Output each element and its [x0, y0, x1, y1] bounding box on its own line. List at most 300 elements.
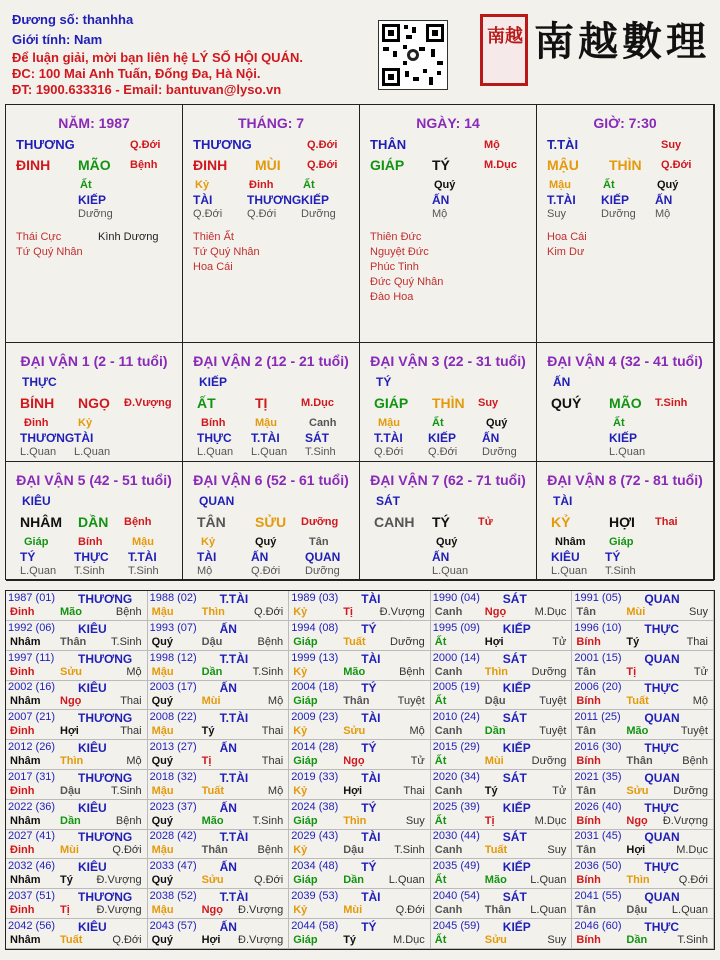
year-stem: Bính [576, 755, 601, 767]
dai-van-star: ẤN [553, 375, 571, 389]
pillar-stem: ĐINH [16, 157, 51, 173]
year-cell [572, 621, 714, 651]
year-branch: Mão [343, 665, 366, 678]
pillar-branch: MÙI [255, 157, 281, 173]
year-cell [572, 770, 714, 800]
year-star: T.TÀI [219, 770, 249, 785]
pillar-1 [6, 105, 183, 343]
auspicious-star: Nguyệt Đức [370, 246, 429, 258]
year-row [6, 710, 714, 740]
cell-title: THÁNG: 7 [237, 115, 305, 131]
hidden-stage: L.Quan [432, 565, 469, 577]
address-line: ĐC: 100 Mai Anh Tuấn, Đống Đa, Hà Nội. [12, 66, 261, 81]
year-cell [148, 770, 290, 800]
year-branch: Tị [201, 755, 212, 767]
year-stage: Đ.Vượng [96, 874, 142, 887]
year-star: QUAN [644, 890, 680, 904]
year-branch: Tuất [484, 844, 508, 857]
year-branch: Tị [60, 904, 70, 916]
year-stem: Mậu [151, 665, 174, 678]
year-stem: Nhâm [10, 933, 41, 946]
year-label: 1992 (06) [8, 621, 56, 634]
year-star: KIẾP [502, 800, 531, 815]
cell-title: ĐẠI VẬN 5 (42 - 51 tuổi) [16, 472, 172, 488]
year-cell [289, 680, 431, 710]
pillar-top-star: THÂN [370, 137, 407, 152]
dai-van-stage: Dưỡng [301, 516, 339, 528]
year-stem: Giáp [293, 933, 318, 946]
auspicious-star: Hoa Cái [193, 261, 233, 273]
year-branch: Tuất [201, 784, 224, 797]
year-cell [572, 859, 714, 889]
year-star: KIÊU [78, 919, 107, 934]
year-stage: Suy [547, 933, 567, 946]
hidden-star: TÝ [20, 550, 36, 564]
year-cell [289, 770, 431, 800]
hidden-stage: Q.Đới [193, 208, 223, 220]
year-cell [6, 710, 148, 740]
auspicious-star: Đào Hoa [370, 291, 414, 303]
pillar-stage: Q.Đới [661, 159, 692, 171]
pillar-branch: MÃO [78, 157, 111, 173]
hidden-star: TÝ [605, 550, 621, 564]
year-label: 2017 (31) [8, 770, 56, 783]
year-branch: Sửu [60, 665, 83, 678]
year-branch: Dậu [484, 695, 506, 708]
hidden-star: KIẾP [601, 193, 630, 207]
year-star: THƯƠNG [78, 770, 133, 785]
pillar-branch: TÝ [432, 157, 450, 173]
year-label: 2010 (24) [432, 711, 480, 724]
year-branch: Sửu [201, 874, 224, 887]
year-star: ẤN [219, 800, 237, 815]
auspicious-star: Thiên Đức [370, 231, 422, 243]
year-cell [572, 919, 714, 949]
year-stem: Mậu [151, 725, 174, 738]
hidden-stem: Giáp [24, 536, 49, 548]
year-label: 1996 (10) [574, 621, 622, 634]
year-label: 2043 (57) [149, 919, 197, 932]
pillar-top-stage: Q.Đới [130, 139, 161, 151]
year-stem: Nhâm [10, 874, 41, 887]
cell-title: ĐẠI VẬN 1 (2 - 11 tuổi) [20, 353, 168, 369]
year-label: 2028 (42) [149, 830, 197, 843]
year-row [6, 889, 714, 919]
hidden-stage: Mộ [197, 565, 213, 577]
year-stage: T.Sinh [111, 784, 142, 797]
dai-van-branch: HỢI [609, 514, 635, 530]
year-stem: Canh [434, 904, 463, 916]
year-stem: Tân [576, 606, 596, 618]
year-stem: Canh [434, 725, 463, 738]
year-branch: Hợi [626, 844, 646, 857]
year-stem: Kỷ [293, 665, 308, 678]
year-star: KIẾP [502, 621, 531, 636]
auspicious-star: Thái Cực [16, 231, 62, 243]
year-star: KIÊU [78, 621, 107, 636]
hidden-stage: Q.Đới [247, 208, 277, 220]
year-label: 2034 (48) [291, 860, 339, 873]
dai-van-stem: GIÁP [374, 395, 409, 411]
year-star: ẤN [219, 741, 237, 755]
year-cell [289, 889, 431, 919]
year-stage: Đ.Vượng [96, 904, 142, 916]
year-stage: Bệnh [682, 755, 708, 767]
pillar-3 [360, 105, 537, 343]
year-stem: Giáp [293, 635, 318, 648]
year-branch: Tị [626, 665, 637, 678]
year-stage: Mộ [126, 755, 142, 767]
year-branch: Thìn [201, 606, 225, 618]
pillar-top-star: THƯƠNG [193, 137, 252, 152]
year-label: 1991 (05) [574, 592, 622, 604]
year-row [6, 770, 714, 800]
year-cell [148, 621, 290, 651]
year-stem: Đinh [10, 904, 35, 916]
dai-van-branch: DẦN [78, 514, 109, 530]
year-label: 1993 (07) [149, 621, 197, 634]
year-stem: Canh [434, 844, 463, 857]
hidden-stem: Quý [657, 179, 679, 191]
year-branch: Mão [484, 874, 507, 887]
year-stem: Đinh [10, 606, 35, 618]
year-stage: T.Sinh [111, 635, 142, 648]
year-cell [572, 651, 714, 681]
year-stem: Ất [434, 814, 447, 827]
year-star: KIẾP [502, 919, 531, 934]
year-star: THỰC [644, 681, 680, 696]
hidden-stem: Quý [436, 536, 458, 548]
year-stage: Thai [403, 784, 425, 797]
year-star: KIẾP [502, 681, 531, 696]
hidden-stage: Q.Đới [251, 565, 281, 577]
dai-van-4 [537, 343, 714, 462]
year-label: 2012 (26) [8, 741, 56, 753]
year-stem: Đinh [10, 844, 35, 857]
year-branch: Sửu [343, 725, 366, 738]
pillar-top-stage: Mộ [484, 139, 500, 151]
year-stage: Dưỡng [531, 665, 567, 678]
year-cell [6, 800, 148, 830]
year-cell [148, 740, 290, 770]
year-star: SÁT [502, 770, 527, 785]
year-star: T.TÀI [219, 592, 249, 606]
dai-van-branch: TÝ [432, 514, 450, 530]
year-branch: Mùi [201, 695, 221, 708]
year-stage: Bệnh [115, 814, 142, 827]
year-branch: Tuất [343, 635, 366, 648]
year-star: KIẾP [502, 741, 531, 755]
dai-van-branch: NGỌ [78, 395, 110, 411]
year-cell [431, 919, 573, 949]
year-branch: Hợi [343, 784, 363, 797]
year-branch: Dậu [626, 904, 648, 916]
year-star: TÝ [361, 800, 377, 815]
auspicious-star: Đức Quý Nhân [370, 276, 444, 288]
year-row [6, 800, 714, 830]
hidden-star: TÀI [193, 193, 213, 207]
dai-van-stem: BÍNH [20, 395, 55, 411]
year-row [6, 859, 714, 889]
dai-van-1 [6, 343, 183, 462]
hidden-stage: T.Sinh [74, 565, 105, 577]
year-row [6, 651, 714, 681]
year-label: 2011 (25) [574, 711, 621, 724]
year-star: ẤN [219, 681, 237, 696]
year-cell [289, 621, 431, 651]
year-label: 1997 (11) [8, 651, 55, 664]
dai-van-star: SÁT [376, 494, 400, 508]
hidden-stage: Q.Đới [374, 446, 404, 458]
pillar-4 [537, 105, 714, 343]
year-stem: Bính [576, 933, 601, 946]
hidden-stem: Kỷ [78, 417, 93, 429]
year-label: 2039 (53) [291, 890, 339, 902]
year-stage: Tử [552, 784, 567, 797]
year-stem: Quý [151, 814, 173, 827]
year-label: 2008 (22) [149, 711, 197, 724]
year-star: TÝ [361, 741, 377, 755]
year-cell [431, 680, 573, 710]
hidden-stem: Ất [80, 179, 92, 191]
year-row [6, 591, 714, 621]
inauspicious-star: Kình Dương [98, 231, 159, 243]
hidden-stage: L.Quan [551, 565, 588, 577]
year-stem: Mậu [151, 844, 174, 857]
year-label: 2036 (50) [574, 860, 622, 873]
year-cell [6, 591, 148, 621]
year-cell [431, 800, 573, 830]
year-stage: Bệnh [257, 844, 284, 857]
year-star: T.TÀI [219, 651, 249, 666]
year-branch: Ngọ [60, 695, 82, 708]
year-branch: Dần [626, 933, 648, 946]
year-star: TÀI [361, 711, 381, 726]
year-star: KIẾP [502, 860, 531, 875]
year-cell [6, 680, 148, 710]
hidden-stage: Mộ [655, 208, 671, 220]
year-row [6, 621, 714, 651]
year-stage: Tuyệt [397, 695, 425, 708]
year-stem: Tân [576, 725, 596, 738]
year-stage: Dưỡng [390, 635, 425, 648]
dai-van-3 [360, 343, 537, 462]
year-stage: L.Quan [671, 904, 708, 916]
year-stage: Dưỡng [673, 784, 708, 797]
year-cell [289, 919, 431, 949]
hidden-stage: L.Quan [197, 446, 234, 458]
year-cell [431, 740, 573, 770]
dai-van-stage: Tử [478, 516, 493, 528]
year-stage: Q.Đới [112, 844, 142, 857]
year-star: THỰC [644, 860, 680, 875]
dai-van-6 [183, 462, 360, 581]
year-stage: Q.Đới [253, 874, 284, 887]
year-stem: Tân [576, 665, 596, 678]
dai-van-stage: Suy [478, 397, 499, 409]
hidden-stem: Mậu [255, 417, 277, 429]
year-cell [148, 680, 290, 710]
year-star: TÝ [361, 919, 377, 934]
year-cell [148, 710, 290, 740]
hidden-stem: Mậu [549, 179, 571, 191]
year-label: 2003 (17) [149, 681, 197, 694]
year-star: KIÊU [78, 741, 107, 755]
year-star: SÁT [502, 651, 527, 666]
dai-van-stem: TÂN [197, 514, 226, 530]
hidden-star: TÀI [74, 431, 94, 445]
year-stage: Suy [547, 844, 567, 857]
dai-van-7 [360, 462, 537, 581]
hidden-star: KIẾP [78, 193, 107, 207]
year-stage: Thai [120, 725, 142, 738]
pillar-top-stage: Q.Đới [307, 139, 338, 151]
hidden-stem: Kỷ [201, 536, 216, 548]
year-stem: Nhâm [10, 814, 41, 827]
year-stage: Bệnh [257, 635, 284, 648]
year-cell [148, 591, 290, 621]
year-stem: Kỷ [293, 904, 308, 916]
year-stem: Giáp [293, 695, 318, 708]
pillar-stage: Q.Đới [307, 159, 338, 171]
year-stage: T.Sinh [252, 814, 284, 827]
year-cell [572, 829, 714, 859]
pillar-top-stage: Suy [661, 139, 682, 151]
year-stage: Tuyệt [539, 695, 567, 708]
year-cell [572, 680, 714, 710]
year-branch: Tý [60, 874, 73, 887]
hidden-star: ẤN [482, 431, 500, 445]
year-stem: Canh [434, 606, 463, 618]
year-cell [148, 829, 290, 859]
year-stem: Nhâm [10, 755, 41, 767]
year-stem: Ất [434, 755, 447, 767]
year-label: 1994 (08) [291, 621, 339, 634]
hidden-stem: Ất [603, 179, 615, 191]
year-stem: Đinh [10, 725, 35, 738]
year-label: 1995 (09) [432, 621, 480, 634]
year-stage: Q.Đới [253, 606, 284, 618]
year-star: THỰC [644, 919, 680, 934]
year-label: 1987 (01) [8, 592, 56, 604]
year-star: QUAN [644, 830, 680, 845]
chart-grid [5, 104, 715, 580]
pillar-stage: M.Dục [484, 159, 517, 171]
year-branch: Ngọ [484, 606, 507, 618]
hidden-stem: Nhâm [555, 536, 586, 548]
year-branch: Dậu [343, 844, 364, 857]
year-label: 2046 (60) [574, 919, 622, 932]
dai-van-star: TÝ [376, 375, 392, 389]
year-star: SÁT [502, 592, 527, 606]
year-stage: L.Quan [530, 904, 567, 916]
hidden-stem: Quý [486, 417, 508, 429]
contact-line: Để luận giải, mời bạn liên hệ LÝ SỐ HỘI QUÁN. [12, 50, 303, 65]
year-star: QUAN [644, 711, 680, 726]
hidden-star: ẤN [432, 550, 450, 564]
year-stage: T.Sinh [394, 844, 425, 857]
year-label: 2007 (21) [8, 711, 56, 724]
hidden-stage: T.Sinh [128, 565, 159, 577]
year-stem: Tân [576, 784, 596, 797]
year-star: TÝ [361, 681, 377, 696]
year-label: 2001 (15) [574, 651, 622, 664]
year-stage: Mộ [409, 725, 425, 738]
dai-van-5 [6, 462, 183, 581]
hidden-star: T.TÀI [251, 431, 280, 445]
year-star: ẤN [219, 919, 237, 934]
year-star: T.TÀI [219, 890, 249, 904]
dai-van-stem: KỶ [551, 514, 571, 530]
year-stem: Kỷ [293, 606, 308, 618]
year-branch: Hợi [484, 635, 504, 648]
year-star: TÀI [361, 770, 381, 785]
year-star: THƯƠNG [78, 890, 133, 904]
year-label: 2045 (59) [432, 919, 480, 932]
hidden-star: KIẾP [428, 431, 457, 445]
dai-van-branch: TỊ [255, 395, 268, 411]
dai-van-stage: Bệnh [124, 516, 152, 528]
year-cell [572, 889, 714, 919]
year-cell [289, 710, 431, 740]
hidden-star: T.TÀI [547, 193, 576, 207]
year-cell [572, 800, 714, 830]
year-stage: T.Sinh [252, 665, 284, 678]
hidden-star: T.TÀI [374, 431, 403, 445]
year-label: 2040 (54) [432, 890, 480, 902]
hidden-stage: L.Quan [609, 446, 646, 458]
year-cell [289, 740, 431, 770]
owner-name: Đương số: thanhha [12, 12, 134, 27]
year-branch: Tý [343, 933, 357, 946]
year-stage: Tử [552, 635, 567, 648]
year-branch: Dần [201, 665, 223, 678]
year-stage: Đ.Vượng [379, 606, 425, 618]
cell-title: ĐẠI VẬN 7 (62 - 71 tuổi) [370, 472, 526, 488]
hidden-stage: Dưỡng [301, 208, 336, 220]
year-label: 2031 (45) [574, 830, 622, 843]
hidden-stem: Bính [201, 417, 226, 429]
hidden-star: ẤN [432, 193, 450, 207]
year-branch: Thân [484, 904, 512, 916]
year-row [6, 829, 714, 859]
hidden-stem: Mậu [378, 417, 400, 429]
year-stem: Quý [151, 933, 173, 946]
year-stage: Q.Đới [395, 904, 425, 916]
year-label: 2006 (20) [574, 681, 622, 694]
pillar-top-star: T.TÀI [547, 137, 579, 152]
year-stage: Dưỡng [531, 755, 567, 767]
year-label: 1990 (04) [432, 592, 480, 604]
year-branch: Tuất [626, 695, 649, 708]
cell-title: ĐẠI VẬN 2 (12 - 21 tuổi) [193, 353, 349, 369]
hidden-stem: Ất [303, 179, 315, 191]
year-stem: Canh [434, 665, 463, 678]
year-star: THỰC [644, 621, 680, 636]
dai-van-branch: MÃO [609, 395, 642, 411]
year-cell [431, 889, 573, 919]
year-star: THƯƠNG [78, 711, 133, 726]
hidden-star: KIẾP [301, 193, 330, 207]
hidden-stem: Bính [78, 536, 103, 548]
hidden-stem: Quý [255, 536, 277, 548]
year-stem: Kỷ [293, 784, 308, 797]
year-branch: Tuất [60, 933, 83, 946]
year-cell [6, 740, 148, 770]
year-star: KIÊU [78, 860, 107, 875]
year-label: 2044 (58) [291, 919, 339, 932]
auspicious-star: Tứ Quý Nhân [16, 246, 83, 258]
